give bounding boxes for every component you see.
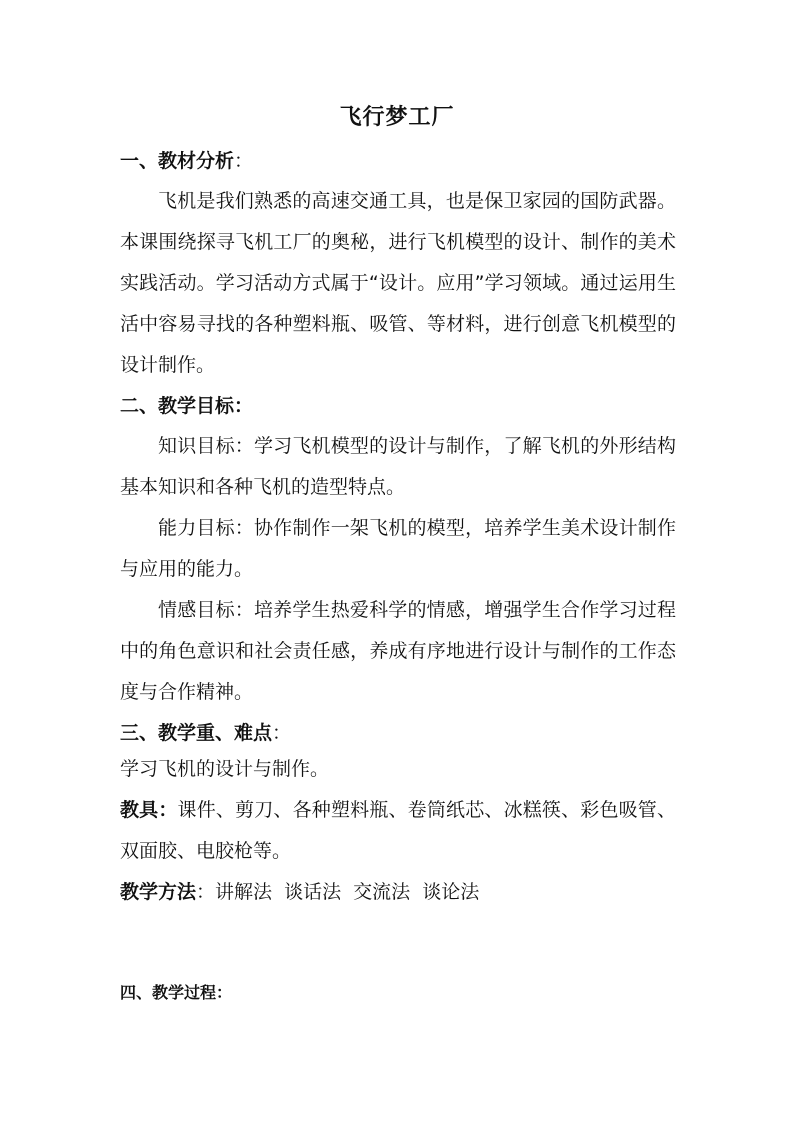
teaching-methods [120,872,676,913]
knowledge-goal: 知识目标：学习飞机模型的设计与制作，了解飞机的外形结构基本知识和各种飞机的造型特点。 [120,435,676,498]
section-3-heading [120,717,676,749]
key-points: 学习飞机的设计与制作。 [120,758,330,780]
section-1-heading-text: 一、教材分析 [120,150,235,172]
section-4-heading: 四、教学过程： [120,983,233,1002]
section-2-heading: 二、教学目标： [120,395,254,417]
teaching-methods-content: ：讲解法 谈话法 交流法 谈论法 [196,881,480,903]
teaching-tools-content: 课件、剪刀、各种塑料瓶、卷筒纸芯、冰糕筷、彩色吸管、双面胶、电胶枪等。 [120,799,676,862]
ability-goal: 能力目标：协作制作一架飞机的模型，培养学生美术设计制作与应用的能力。 [120,517,676,580]
teaching-tools-label: 教具： [120,799,178,821]
section-1-paragraph: 飞机是我们熟悉的高速交通工具，也是保卫家园的国防武器。本课围绕探寻飞机工厂的奥秘，进行飞机模型的设计、制作的美术实践活动。学习活动方式属于“设计。应用”学习领域。通过运用生活中容易寻找的各种塑料瓶、吸管、等材料，进行创意飞机模型的设计制作。 [120,190,676,376]
teaching-methods-label: 教学方法 [120,881,197,903]
section-1-heading [120,145,676,177]
section-3-heading-colon: ： [272,722,292,744]
section-1-heading-colon: ： [234,150,254,172]
document-body [120,145,676,1007]
emotion-goal: 情感目标：培养学生热爱科学的情感，增强学生合作学习过程中的角色意识和社会责任感，养成有序地进行设计与制作的工作态度与合作精神。 [120,599,676,703]
section-3-heading-text: 三、教学重、难点 [120,722,273,744]
teaching-tools [120,790,676,872]
page-title: 飞行梦工厂 [339,105,455,130]
